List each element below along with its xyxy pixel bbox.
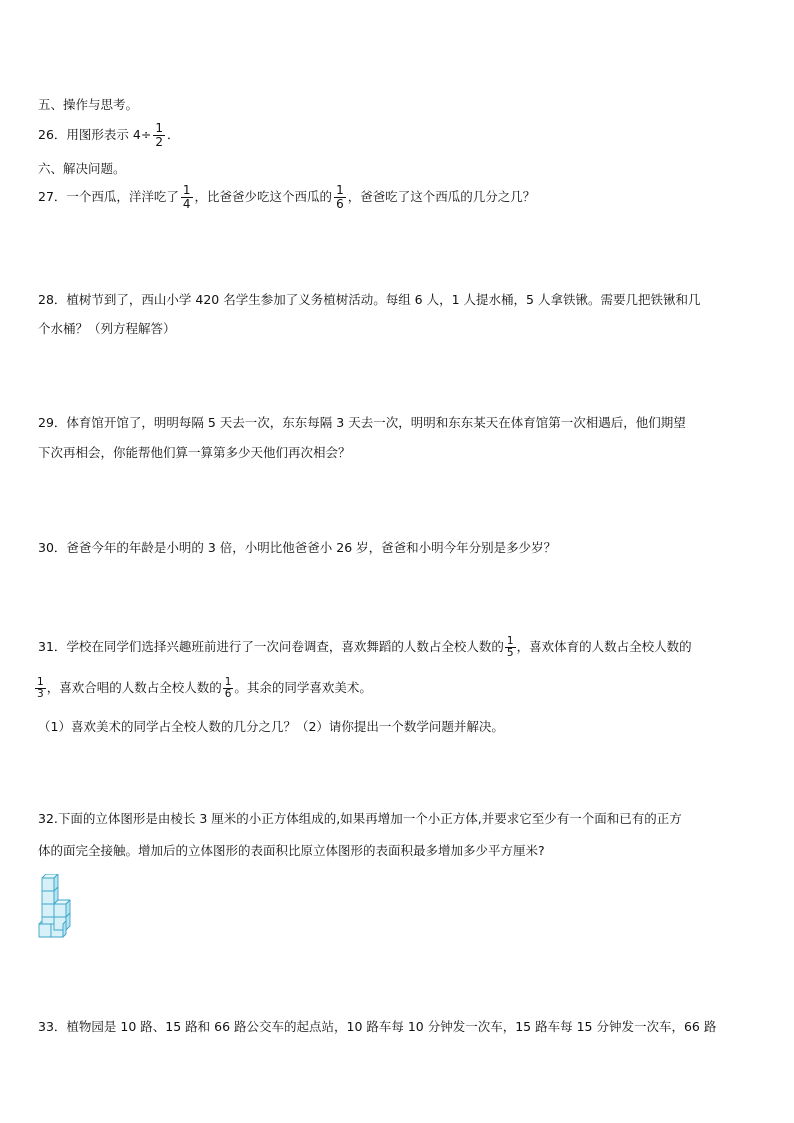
question-28-line-2: 个水桶？（列方程解答） xyxy=(38,321,176,336)
section-6-heading: 六、解决问题。 xyxy=(38,161,126,176)
q26-frac-den: 2 xyxy=(155,135,163,149)
q31-f1-den: 5 xyxy=(506,647,514,659)
section-5-heading: 五、操作与思考。 xyxy=(38,97,139,112)
question-29-line-2: 下次再相会，你能帮他们算一算第多少天他们再次相会？ xyxy=(38,445,351,460)
cube-front-face xyxy=(42,917,54,924)
question-28-line-1: 28．植树节到了，西山小学 420 名学生参加了义务植树活动。每组 6 人，1 人提水桶，5 人拿铁锹。需要几把铁锹和几 xyxy=(38,292,701,307)
question-27 xyxy=(38,184,535,211)
q31-f3-num: 1 xyxy=(224,676,232,688)
cube-front-face xyxy=(42,904,54,917)
q27-fraction-1 xyxy=(181,184,193,211)
cube-front-face xyxy=(54,904,66,917)
q31-fraction-3 xyxy=(223,677,234,700)
stacked-cubes-figure xyxy=(38,874,78,942)
q31-fraction-1 xyxy=(505,636,516,659)
question-31-line-2 xyxy=(34,677,372,700)
q31-line1-b: ，喜欢体育的人数占全校人数的 xyxy=(516,639,692,654)
q27-fraction-2 xyxy=(334,184,346,211)
question-31-line-3: （1）喜欢美术的同学占全校人数的几分之几？（2）请你提出一个数学问题并解决。 xyxy=(38,719,504,734)
q27-part1: 27．一个西瓜，洋洋吃了 xyxy=(38,189,179,204)
q26-frac-num: 1 xyxy=(155,121,163,135)
q31-f3-den: 6 xyxy=(224,688,232,700)
cube-front-face xyxy=(42,878,54,891)
cube-front-face xyxy=(39,924,51,937)
q27-part3: ，爸爸吃了这个西瓜的几分之几？ xyxy=(347,189,536,204)
q31-line1-a: 31．学校在同学们选择兴趣班前进行了一次问卷调查，喜欢舞蹈的人数占全校人数的 xyxy=(38,639,504,654)
q27-f2-den: 6 xyxy=(336,197,344,211)
q27-part2: ，比爸爸少吃这个西瓜的 xyxy=(194,189,333,204)
question-29-line-1: 29．体育馆开馆了，明明每隔 5 天去一次，东东每隔 3 天去一次，明明和东东某天在体育馆第一次相遇后，他们期望 xyxy=(38,415,686,430)
q31-line2-b: 。其余的同学喜欢美术。 xyxy=(234,680,372,695)
q31-f2-num: 1 xyxy=(37,676,44,688)
q31-line2-a: ，喜欢合唱的人数占全校人数的 xyxy=(46,680,222,695)
q31-f1-num: 1 xyxy=(506,635,514,647)
question-30: 30．爸爸今年的年龄是小明的 3 倍，小明比他爸爸小 26 岁，爸爸和小明今年分别是多少岁？ xyxy=(38,540,557,555)
question-31-line-1 xyxy=(38,636,692,659)
question-33-line-1: 33．植物园是 10 路、15 路和 66 路公交车的起点站，10 路车每 10 分钟发一次车，15 路车每 15 分钟发一次车，66 路 xyxy=(38,1019,717,1034)
q26-suffix: ． xyxy=(166,127,180,142)
cube-side-face xyxy=(63,921,66,937)
q31-fraction-2 xyxy=(35,677,46,700)
cube-front-face xyxy=(42,891,54,904)
question-32-line-2: 体的面完全接触。增加后的立体图形的表面积比原立体图形的表面积最多增加多少平方厘米? xyxy=(38,843,545,858)
q31-f2-den: 3 xyxy=(37,688,44,700)
question-32-line-1: 32.下面的立体图形是由棱长 3 厘米的小正方体组成的,如果再增加一个小正方体,并要求它至少有一个面和已有的正方 xyxy=(38,811,682,826)
q26-prefix: 26．用图形表示 4÷ xyxy=(38,127,152,142)
q27-f2-num: 1 xyxy=(336,183,344,197)
q26-fraction xyxy=(153,122,165,149)
q27-f1-den: 4 xyxy=(182,197,191,211)
question-26 xyxy=(38,122,179,149)
q27-f1-num: 1 xyxy=(182,183,191,197)
